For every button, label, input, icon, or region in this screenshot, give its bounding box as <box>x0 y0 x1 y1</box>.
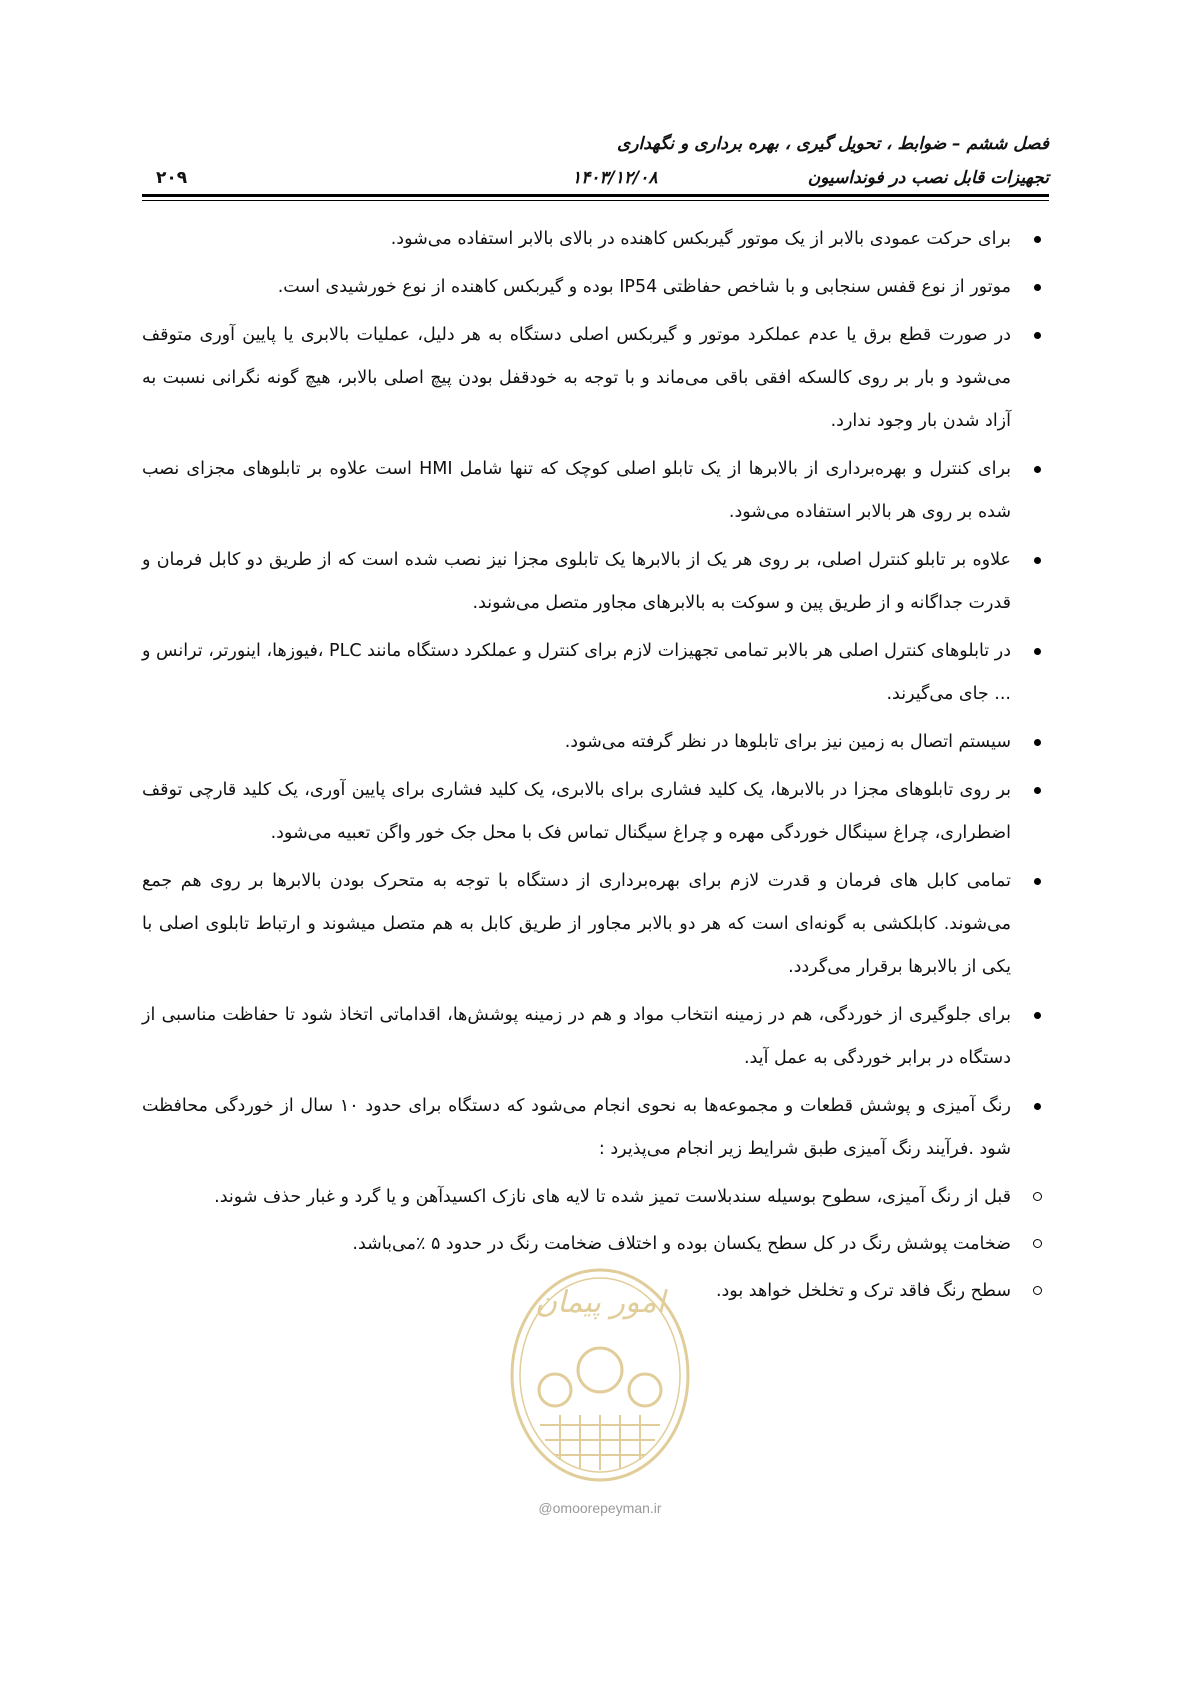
page-number: ۲۰۹ <box>156 168 188 188</box>
list-item: برای جلوگیری از خوردگی، هم در زمینه انتخاب مواد و هم در زمینه پوشش‌ها، اقداماتی اتخاذ شود تا حفاظت مناسبی از دستگاه در برابر خوردگی به عمل آید. <box>142 994 1049 1080</box>
list-item: تمامی کابل های فرمان و قدرت لازم برای بهره‌برداری از دستگاه با توجه به متحرک بودن بالابرها بر روی هم جمع می‌شوند. کابلکشی به گونه‌ای است که هر دو بالابر مجاور از طریق کابل به هم متصل میشوند و ارتباط تابلوی اصلی با یکی از بالابرها برقرار می‌گردد. <box>142 860 1049 989</box>
header-rule-thick <box>142 194 1049 197</box>
sub-list-item: ضخامت پوشش رنگ در کل سطح یکسان بوده و اختلاف ضخامت رنگ در حدود ۵ ٪می‌باشد. <box>142 1223 1049 1266</box>
list-item: در صورت قطع برق یا عدم عملکرد موتور و گیربکس اصلی دستگاه به هر دلیل، عملیات بالابری یا پایین آوری متوقف می‌شود و بار بر روی کالسکه افقی باقی می‌ماند و با توجه به خودقفل بودن پیچ اصلی بالابر، هیچ گونه نگرانی نسبت به آزاد شدن بار وجود ندارد. <box>142 314 1049 443</box>
sub-list-item: قبل از رنگ آمیزی، سطوح بوسیله سندبلاست تمیز شده تا لایه های نازک اکسیدآهن و یا گرد و غبار حذف شوند. <box>142 1176 1049 1219</box>
list-item: علاوه بر تابلو کنترل اصلی، بر روی هر یک از بالابرها یک تابلوی مجزا نیز نصب شده است که از طریق دو کابل فرمان و قدرت جداگانه و از طریق پین و سوکت به بالابرهای مجاور متصل می‌شوند. <box>142 539 1049 625</box>
header-rule-thin <box>142 200 1049 201</box>
list-item: بر روی تابلوهای مجزا در بالابرها، یک کلید فشاری برای بالابری، یک کلید فشاری برای پایین آوری، یک کلید قارچی توقف اضطراری، چراغ سینگال خوردگی مهره و چراغ سیگنال تماس فک با محل جک خور واگن تعبیه می‌شود. <box>142 769 1049 855</box>
list-item: برای حرکت عمودی بالابر از یک موتور گیربکس کاهنده در بالای بالابر استفاده می‌شود. <box>142 218 1049 261</box>
list-item: موتور از نوع قفس سنجابی و با شاخص حفاظتی IP54 بوده و گیربکس کاهنده از نوع خورشیدی است. <box>142 266 1049 309</box>
list-item: در تابلوهای کنترل اصلی هر بالابر تمامی تجهیزات لازم برای کنترل و عملکرد دستگاه مانند PLC ،فیوزها، اینورتر، ترانس و ... جای می‌گیرند. <box>142 630 1049 716</box>
watermark-site: @omoorepeyman.ir <box>538 1500 662 1516</box>
watermark-logo <box>490 1250 710 1490</box>
document-body <box>142 218 1049 1317</box>
section-title: تجهیزات قابل نصب در فونداسیون <box>807 168 1049 188</box>
bullet-list <box>142 218 1049 1171</box>
chapter-title: فصل ششم – ضوابط ، تحویل گیری ، بهره برداری و نگهداری <box>617 134 1049 154</box>
list-item: برای کنترل و بهره‌برداری از بالابرها از یک تابلو اصلی کوچک که تنها شامل HMI است علاوه بر تابلوهای مجزای نصب شده بر روی هر بالابر استفاده می‌شود. <box>142 448 1049 534</box>
list-item: رنگ آمیزی و پوشش قطعات و مجموعه‌ها به نحوی انجام می‌شود که دستگاه برای حدود ۱۰ سال از خوردگی محافظت شود .فرآیند رنگ آمیزی طبق شرایط زیر انجام می‌پذیرد : <box>142 1085 1049 1171</box>
list-item: سیستم اتصال به زمین نیز برای تابلوها در نظر گرفته می‌شود. <box>142 721 1049 764</box>
sub-list-item: سطح رنگ فاقد ترک و تخلخل خواهد بود. <box>142 1270 1049 1313</box>
document-date: ۱۴۰۳/۱۲/۰۸ <box>572 168 658 188</box>
watermark-logo-text: امور پیمان <box>535 1285 665 1320</box>
